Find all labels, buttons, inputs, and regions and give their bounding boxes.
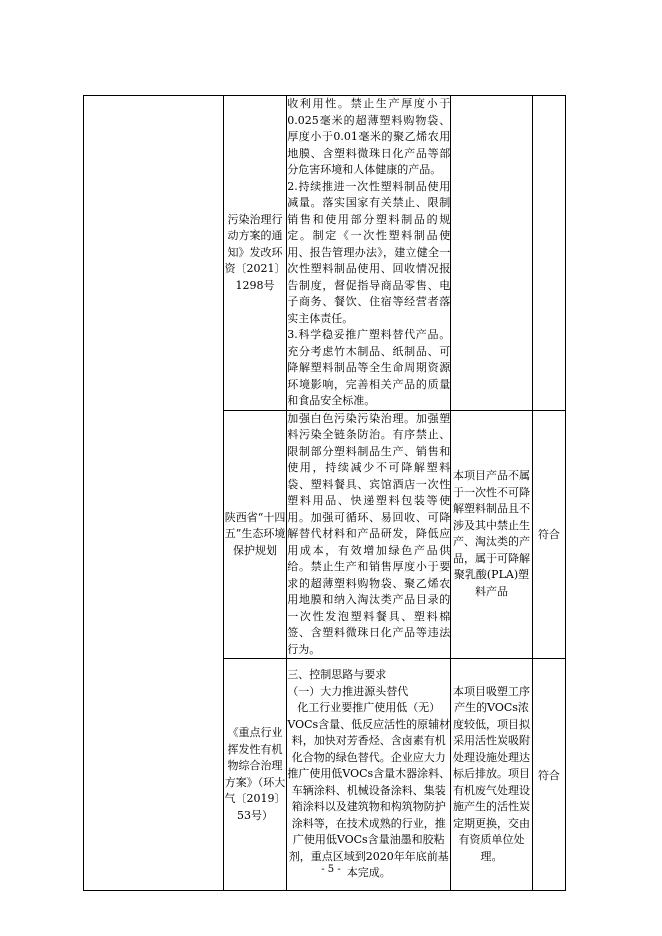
result-text: 符合	[537, 768, 560, 782]
requirement-cell	[287, 96, 451, 411]
requirement-paragraph: 3.科学稳妥推广塑料替代产品。充分考虑竹木制品、纸制品、可降解塑料制品等全生命周期资源环境影响，完善相关产品的质量和食品安全标准。	[287, 328, 451, 407]
result-text: 符合	[537, 528, 560, 542]
result-cell	[532, 96, 565, 411]
policy-name: 污染治理行动方案的通知》发改环资〔2021〕1298号	[224, 212, 286, 292]
compliance-table	[83, 95, 566, 891]
analysis-text: 本项目产品不属于一次性不可降解塑料制品且不涉及其中禁止生产、淘汰类的产品，属于可降解聚乳酸(PLA)塑料产品	[453, 469, 531, 598]
requirement-paragraph: 化工行业要推广使用低（无）VOCs含量、低反应活性的原辅材料，加快对芳香烃、含卤素有机化合物的绿色替代。企业应大力推广使用低VOCs含量木器涂料、车辆涂料、机械设备涂料、集装箱涂料以及建筑物和构筑物防护涂料等，在技术成熟的行业，推广使用低VOCs含量油墨和胶粘剂，重点区域到2020年年底前基本完成。	[287, 701, 451, 880]
requirement-paragraph: 收利用性。禁止生产厚度小于0.025毫米的超薄塑料购物袋、厚度小于0.01毫米的聚乙烯农用地膜、含塑料微珠日化产品等部分危害环境和人体健康的产品。	[287, 97, 451, 176]
requirement-paragraph: （一）大力推进源头替代	[287, 684, 409, 698]
requirement-cell	[287, 659, 451, 891]
page-number: - 5 -	[321, 864, 341, 875]
table-row	[84, 96, 566, 411]
requirement-paragraph: 2.持续推进一次性塑料制品使用减量。落实国家有关禁止、限制销售和使用部分塑料制品的规定。制定《一次性塑料制品使用、报告管理办法》，建立健全一次性塑料制品使用、回收情况报告制度，督促指导商品零售、电子商务、餐饮、住宿等经营者落实主体责任。	[287, 179, 451, 325]
analysis-cell	[451, 659, 533, 891]
analysis-text: 本项目吸塑工序产生的VOCs浓度较低，项目拟采用活性炭吸附处理设施处理达标后排放。项目有机废气处理设施产生的活性炭定期更换，交由有资质单位处理。	[453, 684, 531, 863]
result-cell	[532, 410, 565, 659]
policy-name: 《重点行业挥发性有机物综合治理方案》（环大气〔2019〕53号）	[224, 726, 286, 822]
requirement-paragraph: 三、控制思路与要求	[287, 668, 387, 682]
policy-name-cell	[223, 410, 286, 659]
result-cell	[532, 659, 565, 891]
requirement-paragraph: 加强白色污染污染治理。加强塑料污染全链条防治。有序禁止、限制部分塑料制品生产、销售和使用，持续减少不可降解塑料袋、塑料餐具、宾馆酒店一次性塑料用品、快递塑料包装等使用。加强可循环、易回收、可降解替代材料和产品研发，降低应用成本，有效增加绿色产品供给。禁止生产和销售厚度小于要求的超薄塑料购物袋、聚乙烯农用地膜和纳入淘汰类产品目录的一次性发泡塑料餐具、塑料棉签、含塑料微珠日化产品等违法行为。	[287, 411, 451, 656]
requirement-cell	[287, 410, 451, 659]
analysis-cell	[451, 96, 533, 411]
policy-name: 陕西省“十四五”生态环境保护规划	[224, 510, 286, 557]
analysis-cell	[451, 410, 533, 659]
empty-category-cell	[84, 96, 224, 891]
policy-name-cell	[223, 96, 286, 411]
policy-name-cell	[223, 659, 286, 891]
